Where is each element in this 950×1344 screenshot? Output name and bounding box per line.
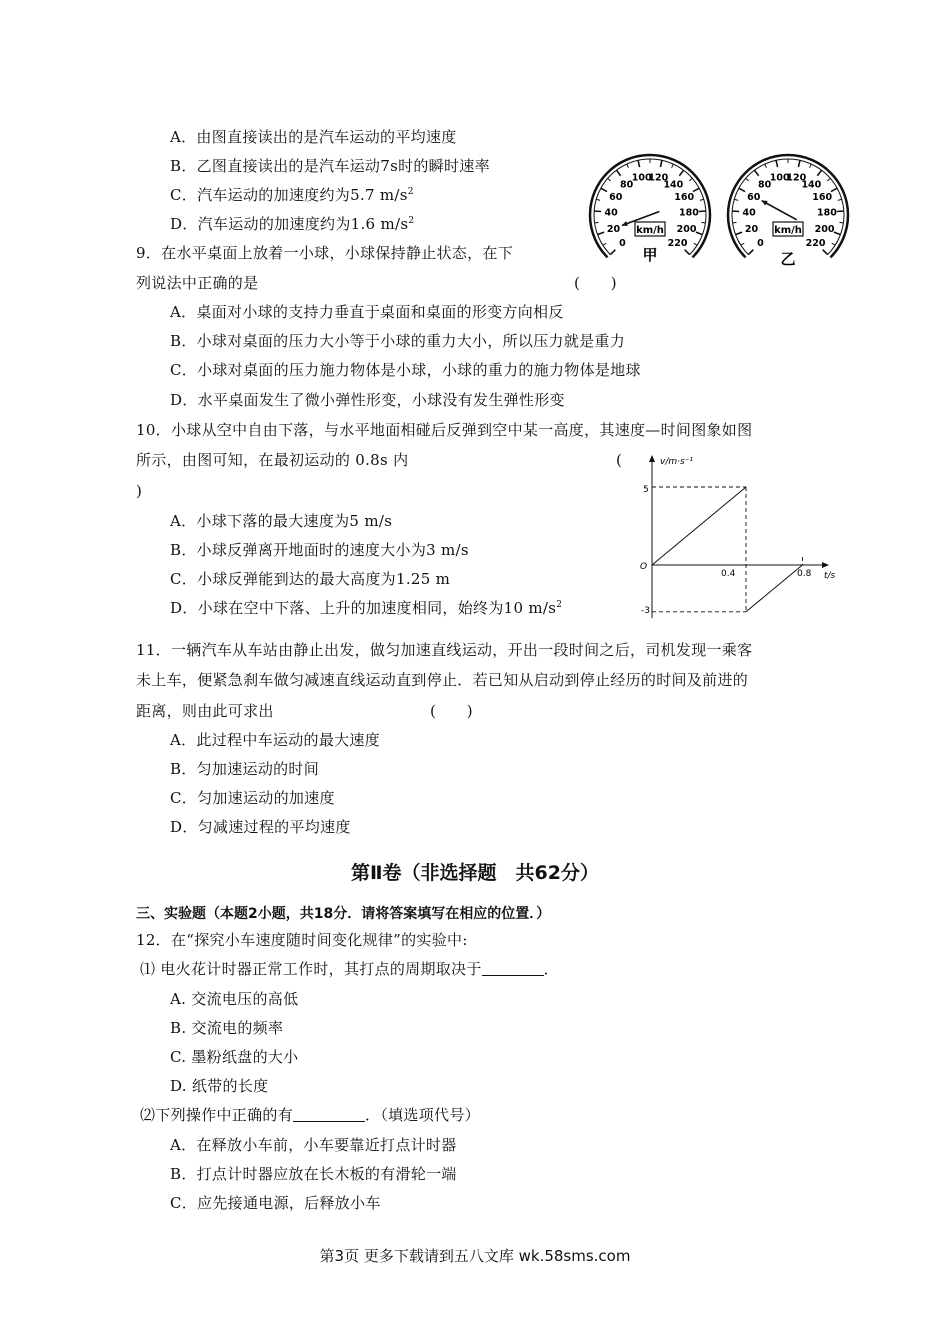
speedometer-right-tick-label: 100 xyxy=(769,172,790,184)
speedometer-left-tick-mark xyxy=(685,250,690,255)
speedometer-right-tick-mark xyxy=(748,250,753,255)
speedometer-right-tick-mark xyxy=(832,243,835,245)
speedometer-left-tick-mark xyxy=(608,178,611,181)
q12-sub2-option-a: A．在释放小车前，小车要靠近打点计时器 xyxy=(170,1136,457,1154)
chart-xtick-0.4: 0.4 xyxy=(721,569,736,579)
velocity-time-chart xyxy=(630,448,840,628)
speedometer-right-needle xyxy=(762,201,797,220)
speedometer-right-tick-label: 120 xyxy=(786,172,807,184)
speedometer-left-tick-mark xyxy=(596,199,600,200)
speedometer-right-tick-mark xyxy=(739,188,745,191)
speedometer-right-tick-mark xyxy=(810,164,812,168)
q9-stem-line2: 列说法中正确的是 xyxy=(136,274,259,292)
speedometer-right-unit-label: km/h xyxy=(774,225,802,236)
chart-series-rebound xyxy=(746,565,802,612)
speedometer-left-tick-label: 80 xyxy=(620,179,634,191)
q11-stem-line3: 距离，则由此可求出 xyxy=(136,702,274,720)
speedometer-left-tick-mark xyxy=(700,199,704,200)
q11-option-d: D．匀减速过程的平均速度 xyxy=(170,818,351,836)
speedometer-right-tick-mark xyxy=(746,178,749,181)
speedometer-left-tick-label: 40 xyxy=(604,207,618,219)
q11-answer-paren: ( ) xyxy=(430,702,473,720)
speedometer-left-tick-mark xyxy=(603,243,606,245)
speedometer-right-tick-label: 60 xyxy=(747,191,761,203)
speedometer-right-tick-label: 160 xyxy=(812,191,833,203)
speedometer-right-tick-label: 220 xyxy=(805,238,826,250)
q12-sub2-option-b: B．打点计时器应放在长木板的有滑轮一端 xyxy=(170,1165,457,1183)
speedometer-right-tick-mark xyxy=(839,222,843,223)
speedometer-right-tick-label: 0 xyxy=(757,238,764,250)
speedometer-right-tick-label: 180 xyxy=(816,207,837,219)
speedometer-right-tick-mark xyxy=(741,243,744,245)
q12-sub2-blank[interactable] xyxy=(293,1107,365,1122)
speedometer-right-tick-mark xyxy=(834,232,841,234)
speedometer-left-tick-label: 180 xyxy=(678,207,699,219)
q10-stem-line2: 所示，由图可知，在最初运动的 0.8s 内 xyxy=(136,451,409,469)
q11-option-b: B．匀加速运动的时间 xyxy=(170,760,320,778)
q8-option-c: C．汽车运动的加速度约为5.7 $m/s^2$ xyxy=(170,186,414,204)
q10-option-d: D．小球在空中下落、上升的加速度相同，始终为10 $m/s^2$ xyxy=(170,599,563,617)
chart-y-axis-arrow xyxy=(649,455,655,462)
speedometer-left-tick-label: 160 xyxy=(674,191,695,203)
q9-option-c: C．小球对桌面的压力施力物体是小球，小球的重力的施力物体是地球 xyxy=(170,361,641,379)
speedometer-right-tick-label: 140 xyxy=(801,179,822,191)
q9-option-a: A．桌面对小球的支持力垂直于桌面和桌面的形变方向相反 xyxy=(170,303,564,321)
speedometer-left-tick-mark xyxy=(610,250,615,255)
q12-sub1: ⑴ 电火花计时器正常工作时，其打点的周期取决于 ． xyxy=(140,960,559,978)
speedometer-left-tick-mark xyxy=(601,188,607,191)
speedometer-left xyxy=(590,155,710,257)
q12-sub2: ⑵下列操作中正确的有 ．（填选项代号） xyxy=(140,1106,480,1124)
speedometer-right-tick-mark xyxy=(823,250,828,255)
section3-heading: 三、实验题（本题2小题，共18分．请将答案填写在相应的位置．） xyxy=(136,906,551,922)
speedometer-left-tick-mark xyxy=(598,232,605,234)
speedometer-left-outer-arc xyxy=(590,155,710,257)
speedometer-left-tick-label: 60 xyxy=(609,191,623,203)
speedometer-right-tick-mark xyxy=(776,160,777,167)
speedometer-left-tick-label: 0 xyxy=(619,238,626,250)
q12-sub1-option-b: B. 交流电的频率 xyxy=(170,1019,284,1037)
speedometer-left-tick-mark xyxy=(679,170,683,176)
q10-paren-close: ) xyxy=(136,482,143,500)
page-footer: 第3页 更多下载请到五八文库 wk.58sms.com xyxy=(319,1247,631,1265)
speedometer-left-tick-mark xyxy=(694,243,697,245)
q12-sub1-blank[interactable] xyxy=(482,961,544,976)
speedometer-right xyxy=(728,155,848,257)
chart-ylabel: v/m·s⁻¹ xyxy=(660,457,694,467)
q11-option-c: C．匀加速运动的加速度 xyxy=(170,789,335,807)
speedometer-left-tick-mark xyxy=(696,232,703,234)
chart-origin-label: O xyxy=(640,562,648,572)
q9-option-b: B．小球对桌面的压力大小等于小球的重力大小，所以压力就是重力 xyxy=(170,332,626,350)
speedometer-right-tick-mark xyxy=(827,178,830,181)
speedometer-right-label: 乙 xyxy=(780,250,796,268)
speedometer-right-tick-mark xyxy=(733,222,737,223)
q10-option-a: A．小球下落的最大速度为5 m/s xyxy=(170,512,393,530)
q10-paren-open: ( xyxy=(616,451,623,469)
speedometer-right-tick-label: 40 xyxy=(742,207,756,219)
chart-ytick-5: 5 xyxy=(643,485,649,495)
speedometer-left-tick-mark xyxy=(701,222,705,223)
chart-xtick-0.8: 0.8 xyxy=(797,569,812,579)
speedometer-left-tick-mark xyxy=(638,160,639,167)
speedometer-left-tick-mark xyxy=(627,164,629,168)
speedometer-right-tick-mark xyxy=(838,199,842,200)
q10-option-c: C．小球反弹能到达的最大高度为1.25 m xyxy=(170,570,451,588)
q9-answer-paren: ( ) xyxy=(574,274,617,292)
q10-option-b: B．小球反弹离开地面时的速度大小为3 m/s xyxy=(170,541,469,559)
speedometer-left-label: 甲 xyxy=(642,246,658,264)
q12-sub1-option-c: C. 墨粉纸盘的大小 xyxy=(170,1048,299,1066)
speedometer-right-tick-mark xyxy=(754,170,758,176)
q11-option-a: A．此过程中车运动的最大速度 xyxy=(170,731,381,749)
speedometers-figure xyxy=(586,140,862,268)
speedometer-left-unit-label: km/h xyxy=(636,225,664,236)
speedometer-left-tick-mark xyxy=(689,178,692,181)
speedometer-left-tick-mark xyxy=(595,222,599,223)
q9-stem-line1: 9．在水平桌面上放着一小球，小球保持静止状态，在下 xyxy=(136,244,514,262)
speedometer-right-tick-label: 200 xyxy=(814,224,835,236)
q8-option-b: B．乙图直接读出的是汽车运动7s时的瞬时速率 xyxy=(170,157,490,175)
q12-stem: 12．在“探究小车速度随时间变化规律”的实验中: xyxy=(136,931,468,949)
chart-xlabel: t/s xyxy=(824,571,836,581)
speedometer-right-tick-label: 80 xyxy=(758,179,772,191)
speedometer-right-tick-mark xyxy=(734,199,738,200)
q12-sub1-option-d: D. 纸带的长度 xyxy=(170,1077,269,1095)
q8-option-a: A．由图直接读出的是汽车运动的平均速度 xyxy=(170,128,457,146)
speedometer-right-tick-mark xyxy=(736,232,743,234)
chart-series-fall xyxy=(652,487,746,565)
q11-stem-line1: 11．一辆汽车从车站由静止出发，做匀加速直线运动，开出一段时间之后，司机发现一乘客 xyxy=(136,641,753,659)
chart-x-axis-arrow xyxy=(822,562,829,568)
q12-sub2-option-c: C．应先接通电源，后释放小车 xyxy=(170,1194,381,1212)
speedometer-right-tick-mark xyxy=(817,170,821,176)
chart-ytick-neg3: -3 xyxy=(641,606,650,616)
q8-option-d: D．汽车运动的加速度约为1.6 $m/s^2$ xyxy=(170,215,415,233)
speedometer-left-tick-label: 200 xyxy=(676,224,697,236)
speedometer-right-tick-mark xyxy=(798,160,799,167)
speedometer-right-tick-label: 20 xyxy=(744,224,759,236)
speedometer-left-tick-label: 100 xyxy=(631,172,652,184)
speedometer-left-tick-label: 220 xyxy=(667,238,688,250)
q9-option-d: D．水平桌面发生了微小弹性形变，小球没有发生弹性形变 xyxy=(170,391,565,409)
q11-stem-line2: 未上车，便紧急刹车做匀减速直线运动直到停止．若已知从启动到停止经历的时间及前进的 xyxy=(136,671,749,689)
speedometer-right-outer-arc xyxy=(728,155,848,257)
speedometer-right-tick-mark xyxy=(765,164,767,168)
speedometer-left-tick-label: 20 xyxy=(606,224,621,236)
q12-sub1-option-a: A. 交流电压的高低 xyxy=(170,990,299,1008)
q10-stem-line1: 10．小球从空中自由下落，与水平地面相碰后反弹到空中某一高度，其速度—时间图象如图 xyxy=(136,421,753,439)
speedometer-left-tick-mark xyxy=(672,164,674,168)
speedometer-left-tick-mark xyxy=(616,170,620,176)
speedometer-left-tick-label: 120 xyxy=(648,172,669,184)
speedometer-left-tick-mark xyxy=(660,160,661,167)
part2-heading: 第Ⅱ卷（非选择题 共62分） xyxy=(351,862,599,884)
speedometer-left-tick-label: 140 xyxy=(663,179,684,191)
